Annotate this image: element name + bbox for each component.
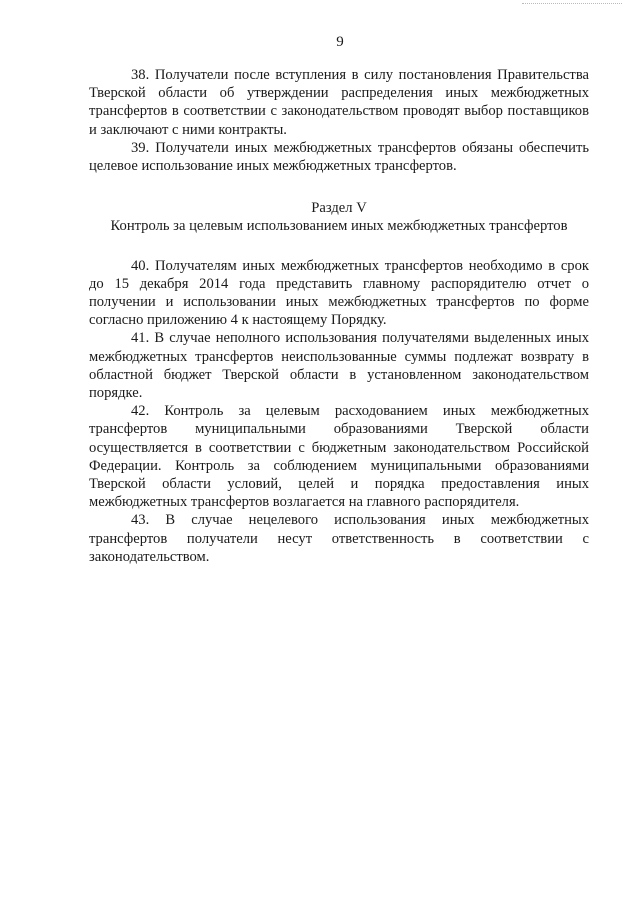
paragraph-39: 39. Получатели иных межбюджетных трансфертов обязаны обеспечить целевое использование иных межбюджетных трансфертов.	[89, 139, 589, 175]
document-body	[89, 66, 589, 566]
paragraph-41: 41. В случае неполного использования получателями выделенных иных межбюджетных трансфертов неиспользованные суммы подлежат возврату в областной бюджет Тверской области в установленном законодательством порядке.	[89, 330, 589, 402]
scan-artifact	[522, 0, 622, 4]
paragraph-38: 38. Получатели после вступления в силу постановления Правительства Тверской области об утверждении распределения иных межбюджетных трансфертов в соответствии с законодательством проводят выбор поставщиков и заключают с ними контракты.	[89, 67, 589, 138]
paragraph-42: 42. Контроль за целевым расходованием иных межбюджетных трансфертов муниципальными образованиями Тверской области осуществляется в соответствии с бюджетным законодательством Российской Федерации. Контроль за соблюдением муниципальными образованиями Тверской области условий, целей и порядка предоставления иных межбюджетных трансфертов возлагается на главного распорядителя.	[89, 403, 589, 511]
section-title: Раздел V	[311, 200, 367, 217]
paragraph-40: 40. Получателям иных межбюджетных трансфертов необходимо в срок до 15 декабря 2014 года представить главному распорядителю отчет о получении и использовании иных межбюджетных трансфертов по форме согласно приложению 4 к настоящему Порядку.	[89, 257, 589, 329]
section-subtitle: Контроль за целевым использованием иных межбюджетных трансфертов	[110, 218, 568, 235]
paragraph-43: 43. В случае нецелевого использования иных межбюджетных трансфертов получатели несут ответственность в соответствии с законодательством.	[89, 512, 589, 565]
page-number: 9	[336, 34, 344, 50]
